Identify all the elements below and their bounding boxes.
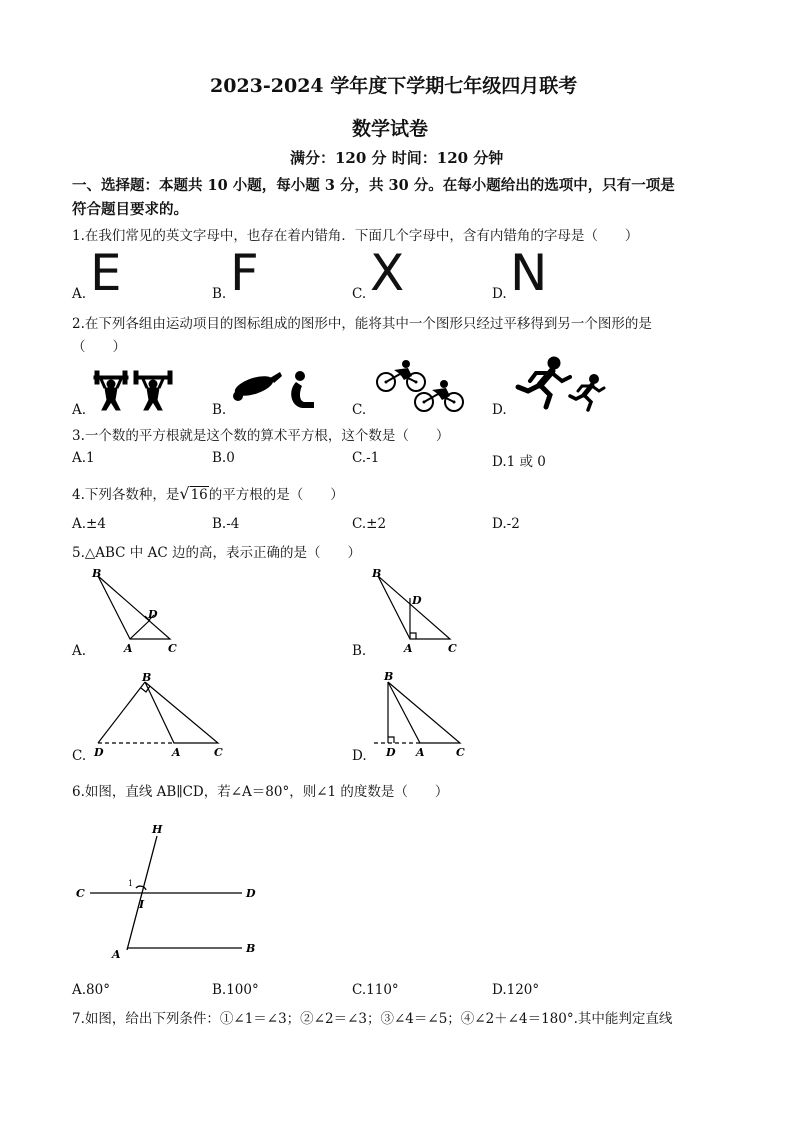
question-6: 6.如图，直线 AB∥CD，若∠A＝80°，则∠1 的度数是（ ）: [72, 784, 449, 800]
label-d: D: [246, 887, 256, 900]
parallel-lines-figure: [72, 818, 272, 968]
question-4: [72, 483, 344, 503]
label-a: A: [112, 948, 121, 961]
label-b: B: [92, 567, 102, 580]
q1-option-d-letter: N: [510, 244, 548, 302]
q5-option-b: B.: [352, 643, 367, 659]
label-c: C: [168, 642, 177, 655]
q3-option-d: D.1 或 0: [492, 454, 546, 470]
label-a: A: [124, 642, 133, 655]
question-2: 2.在下列各组由运动项目的图标组成的图形中，能将其中一个图形只经过平移得到另一个图形的是: [72, 316, 652, 332]
q4-option-c: C.±2: [352, 516, 387, 532]
label-d: D: [148, 608, 158, 621]
label-d: D: [412, 594, 422, 607]
q3-option-c: C.-1: [352, 450, 380, 466]
q6-option-a: A.80°: [72, 982, 110, 998]
triangle-figure-c: [88, 668, 238, 762]
sqrt-symbol: √: [179, 484, 190, 503]
q1-option-b-label: B.: [212, 286, 227, 302]
q5-option-d: D.: [352, 748, 367, 764]
q2-option-b: B.: [212, 402, 227, 418]
q1-option-c-letter: X: [370, 244, 405, 302]
q1-option-a-label: A.: [72, 286, 87, 302]
label-c: C: [76, 887, 85, 900]
section-heading: 一、选择题：本题共 10 小题，每小题 3 分，共 30 分。在每小题给出的选项中，只有一项是: [72, 177, 675, 194]
label-a: A: [404, 642, 413, 655]
label-h: H: [152, 823, 163, 836]
label-d: D: [94, 746, 104, 759]
q5-option-a: A.: [72, 643, 87, 659]
question-4-suffix: 的平方根的是（ ）: [208, 487, 344, 503]
label-b: B: [372, 567, 382, 580]
q2-option-c: C.: [352, 402, 367, 418]
q3-option-b: B.0: [212, 450, 235, 466]
label-c: C: [214, 746, 223, 759]
q1-option-a-letter: E: [90, 244, 122, 302]
q2-option-d: D.: [492, 402, 507, 418]
question-3: 3.一个数的平方根就是这个数的算术平方根，这个数是（ ）: [72, 428, 450, 444]
page-subtitle: 数学试卷: [352, 118, 429, 140]
running-icon: [512, 355, 608, 413]
label-a: A: [172, 746, 181, 759]
label-b: B: [384, 670, 394, 683]
q1-option-c-label: C.: [352, 286, 367, 302]
question-7: 7.如图，给出下列条件：①∠1＝∠3；②∠2＝∠3；③∠4＝∠5；④∠2＋∠4＝180°.其中能判定直线: [72, 1011, 673, 1027]
triangle-figure-b: [368, 564, 478, 658]
triangle-figure-d: [368, 668, 478, 762]
q6-option-b: B.100°: [212, 982, 259, 998]
q4-option-a: A.±4: [72, 516, 106, 532]
q6-option-d: D.120°: [492, 982, 540, 998]
q2-option-a: A.: [72, 402, 87, 418]
label-a: A: [416, 746, 425, 759]
question-2-cont: （ ）: [72, 339, 126, 355]
q6-option-c: C.110°: [352, 982, 399, 998]
label-angle-1: 1: [128, 879, 134, 888]
q4-option-b: B.-4: [212, 516, 240, 532]
section-heading-cont: 符合题目要求的。: [72, 201, 188, 218]
exam-meta: 满分：120 分 时间：120 分钟: [290, 149, 504, 167]
label-c: C: [456, 746, 465, 759]
label-i: I: [139, 898, 145, 911]
label-b: B: [142, 671, 152, 684]
q1-option-d-label: D.: [492, 286, 507, 302]
q3-option-a: A.1: [72, 450, 95, 466]
label-d: D: [386, 746, 396, 759]
cycling-icon: [372, 358, 464, 414]
q4-option-d: D.-2: [492, 516, 520, 532]
q5-option-c: C.: [72, 748, 87, 764]
weightlifting-icon: [92, 368, 176, 414]
question-4-radicand: 16: [190, 487, 208, 503]
page-title: 2023-2024 学年度下学期七年级四月联考: [210, 75, 578, 97]
question-1: 1.在我们常见的英文字母中，也存在着内错角．下面几个字母中，含有内错角的字母是（ ）: [72, 228, 639, 244]
question-4-prefix: 4.下列各数种，是: [72, 487, 180, 503]
label-c: C: [448, 642, 457, 655]
triangle-figure-a: [88, 564, 198, 658]
q1-option-b-letter: F: [230, 244, 259, 302]
question-5: 5.△ABC 中 AC 边的高，表示正确的是（ ）: [72, 545, 361, 561]
gymnastics-icon: [230, 368, 320, 414]
label-b: B: [246, 942, 256, 955]
